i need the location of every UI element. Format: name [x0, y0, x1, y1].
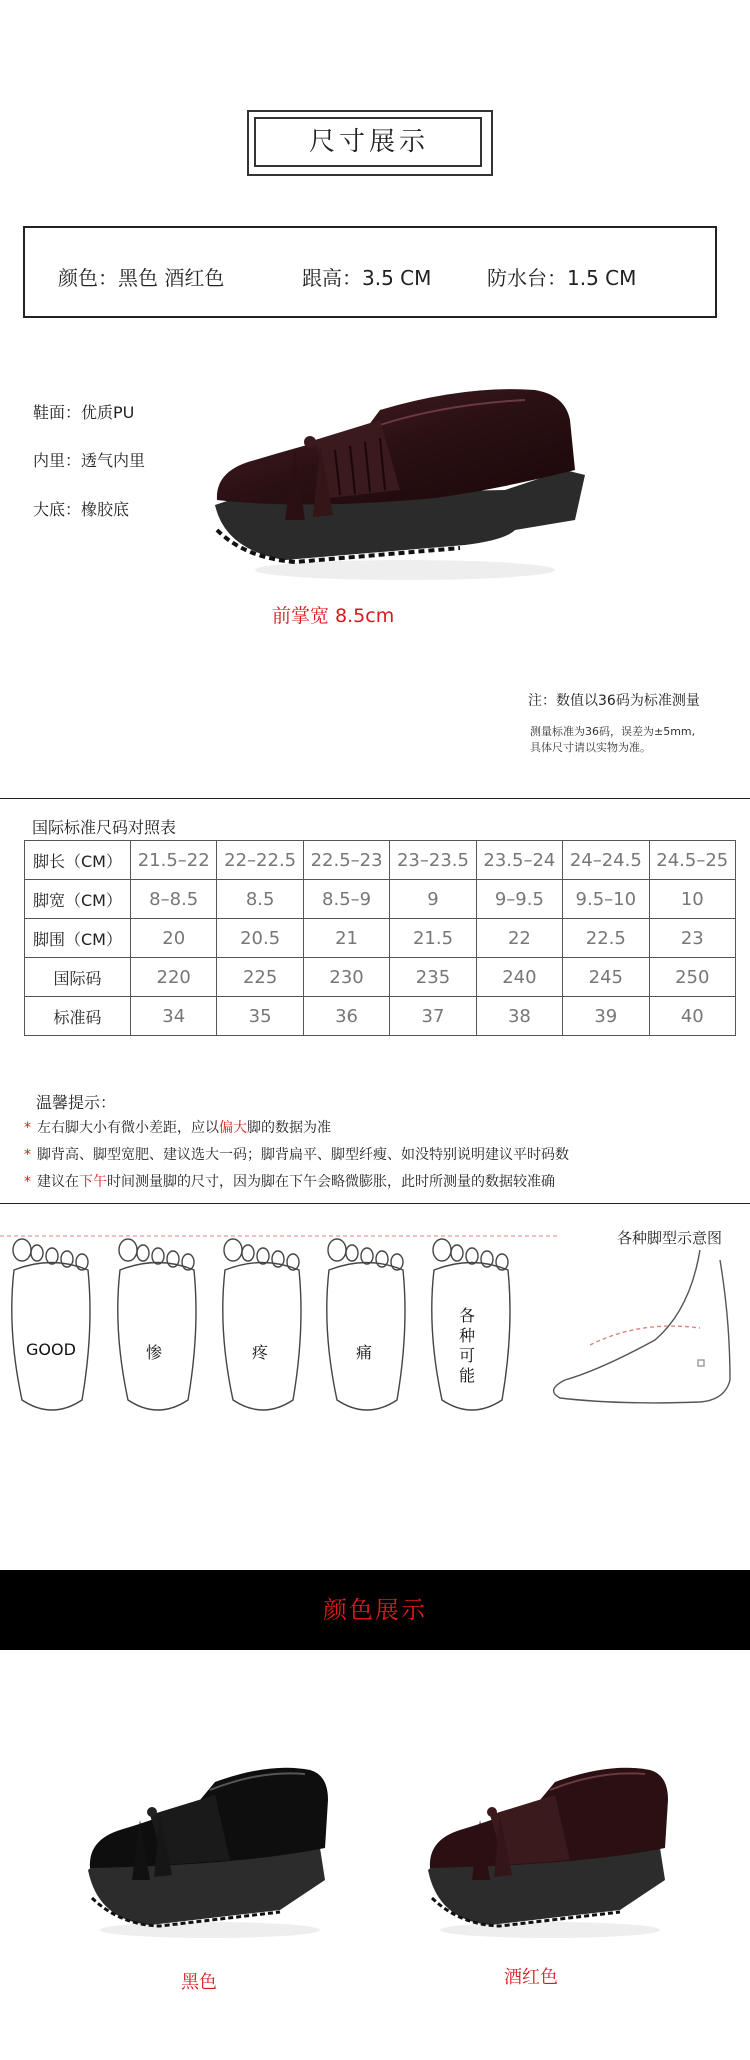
foot-outline-icon — [118, 1263, 196, 1411]
table-row-header: 国际码 — [25, 958, 131, 997]
note-detail — [530, 724, 695, 756]
foot-label-good: GOOD — [26, 1340, 76, 1359]
size-table-title: 国际标准尺码对照表 — [32, 818, 177, 837]
table-row-header: 脚围（CM） — [25, 919, 131, 958]
table-cell: 24–24.5 — [563, 841, 649, 880]
table-cell: 220 — [131, 958, 217, 997]
toe-icon — [152, 1248, 164, 1264]
table-cell: 250 — [649, 958, 735, 997]
table-row-header: 脚长（CM） — [25, 841, 131, 880]
tip-1-text-a: 左右脚大小有微小差距，应以 — [37, 1120, 219, 1136]
table-cell: 10 — [649, 880, 735, 919]
color-section-title: 颜色展示 — [323, 1596, 427, 1624]
material-upper: 鞋面：优质PU — [33, 403, 135, 422]
tip-1-text-b: 脚的数据为准 — [247, 1120, 331, 1136]
toe-icon — [361, 1248, 373, 1264]
main-shoe-image — [205, 380, 595, 590]
table-row — [25, 880, 736, 919]
foot-label-bad: 惨 — [146, 1343, 163, 1362]
table-cell: 9 — [390, 880, 476, 919]
tip-1 — [24, 1117, 331, 1137]
spec-box — [23, 226, 717, 318]
table-cell: 240 — [476, 958, 562, 997]
table-row — [25, 919, 736, 958]
tip-3-text-a: 建议在 — [37, 1174, 79, 1190]
toe-icon — [46, 1248, 58, 1264]
tip-star: * — [24, 1174, 31, 1190]
toe-icon — [272, 1251, 284, 1267]
foot-label-pain: 疼 — [252, 1343, 269, 1362]
tip-2-text: 脚背高、脚型宽肥、建议选大一码；脚背扁平、脚型纤瘦、如没特别说明建议平时码数 — [37, 1147, 569, 1163]
tip-star: * — [24, 1147, 31, 1163]
table-cell: 22–22.5 — [217, 841, 303, 880]
table-cell: 21 — [303, 919, 389, 958]
spec-color: 颜色：黑色 酒红色 — [58, 266, 225, 290]
table-cell: 23 — [649, 919, 735, 958]
table-cell: 21.5 — [390, 919, 476, 958]
tip-3-text-b: 时间测量脚的尺寸，因为脚在下午会略微膨胀，此时所测量的数据较准确 — [107, 1174, 555, 1190]
table-cell: 37 — [390, 997, 476, 1036]
side-foot-icon — [554, 1250, 730, 1403]
spec-heel: 跟高：3.5 CM — [302, 266, 432, 290]
foot-types-title: 各种脚型示意图 — [617, 1229, 723, 1247]
toe-icon — [13, 1239, 31, 1261]
toe-icon — [31, 1245, 43, 1261]
table-cell: 40 — [649, 997, 735, 1036]
section-title-frame — [247, 110, 491, 174]
foot-label-various: 各 种 可 能 — [459, 1306, 476, 1385]
toe-icon — [376, 1251, 388, 1267]
table-cell: 21.5–22 — [131, 841, 217, 880]
toe-icon — [242, 1245, 254, 1261]
material-sole: 大底：橡胶底 — [33, 500, 130, 519]
wine-shoe-image — [420, 1760, 680, 1940]
toe-icon — [451, 1245, 463, 1261]
divider-tips — [0, 1203, 750, 1204]
tip-3 — [24, 1171, 555, 1191]
note-main: 注：数值以36码为标准测量 — [528, 693, 700, 709]
toe-icon — [257, 1248, 269, 1264]
table-cell: 20.5 — [217, 919, 303, 958]
tip-3-highlight: 下午 — [79, 1174, 107, 1190]
table-cell: 38 — [476, 997, 562, 1036]
table-cell: 9.5–10 — [563, 880, 649, 919]
table-row-header: 标准码 — [25, 997, 131, 1036]
note-detail-line2: 具体尺寸请以实物为准。 — [530, 741, 651, 754]
color-section-banner — [0, 1570, 750, 1650]
tips-title: 温馨提示： — [36, 1093, 117, 1112]
table-cell: 39 — [563, 997, 649, 1036]
forefoot-width-caption: 前掌宽 8.5cm — [272, 605, 395, 627]
toe-icon — [481, 1251, 493, 1267]
toe-icon — [433, 1239, 451, 1261]
table-cell: 225 — [217, 958, 303, 997]
table-cell: 23–23.5 — [390, 841, 476, 880]
table-row-header: 脚宽（CM） — [25, 880, 131, 919]
toe-icon — [137, 1245, 149, 1261]
toe-icon — [167, 1251, 179, 1267]
page-title: 尺寸展示 — [308, 127, 429, 157]
table-cell: 230 — [303, 958, 389, 997]
toe-icon — [61, 1251, 73, 1267]
table-cell: 34 — [131, 997, 217, 1036]
toe-icon — [346, 1245, 358, 1261]
tip-1-highlight: 偏大 — [219, 1120, 247, 1136]
material-lining: 内里：透气内里 — [33, 451, 146, 470]
toe-icon — [466, 1248, 478, 1264]
table-row — [25, 958, 736, 997]
table-cell: 23.5–24 — [476, 841, 562, 880]
table-cell: 22 — [476, 919, 562, 958]
color-label-black: 黑色 — [181, 1972, 217, 1993]
table-cell: 24.5–25 — [649, 841, 735, 880]
foot-types-illustration — [0, 1220, 750, 1440]
toe-icon — [119, 1239, 137, 1261]
tip-2 — [24, 1144, 569, 1164]
foot-outline-icon — [12, 1263, 90, 1411]
size-table — [24, 840, 736, 1036]
table-row — [25, 997, 736, 1036]
table-cell: 245 — [563, 958, 649, 997]
toe-icon — [224, 1239, 242, 1261]
toe-icon — [328, 1239, 346, 1261]
table-cell: 36 — [303, 997, 389, 1036]
tip-star: * — [24, 1120, 31, 1136]
table-cell: 8.5–9 — [303, 880, 389, 919]
table-cell: 8–8.5 — [131, 880, 217, 919]
table-cell: 35 — [217, 997, 303, 1036]
table-cell: 20 — [131, 919, 217, 958]
table-row — [25, 841, 736, 880]
table-cell: 8.5 — [217, 880, 303, 919]
foot-outline-icon — [223, 1263, 301, 1411]
spec-platform: 防水台：1.5 CM — [487, 266, 637, 290]
divider-top — [0, 798, 750, 799]
table-cell: 235 — [390, 958, 476, 997]
foot-label-ache: 痛 — [356, 1343, 373, 1362]
note-detail-line1: 测量标准为36码，误差为±5mm, — [530, 725, 696, 738]
table-cell: 22.5 — [563, 919, 649, 958]
table-cell: 22.5–23 — [303, 841, 389, 880]
black-shoe-image — [80, 1760, 340, 1940]
table-cell: 9–9.5 — [476, 880, 562, 919]
foot-outline-icon — [327, 1263, 405, 1411]
color-label-wine: 酒红色 — [504, 1967, 558, 1988]
